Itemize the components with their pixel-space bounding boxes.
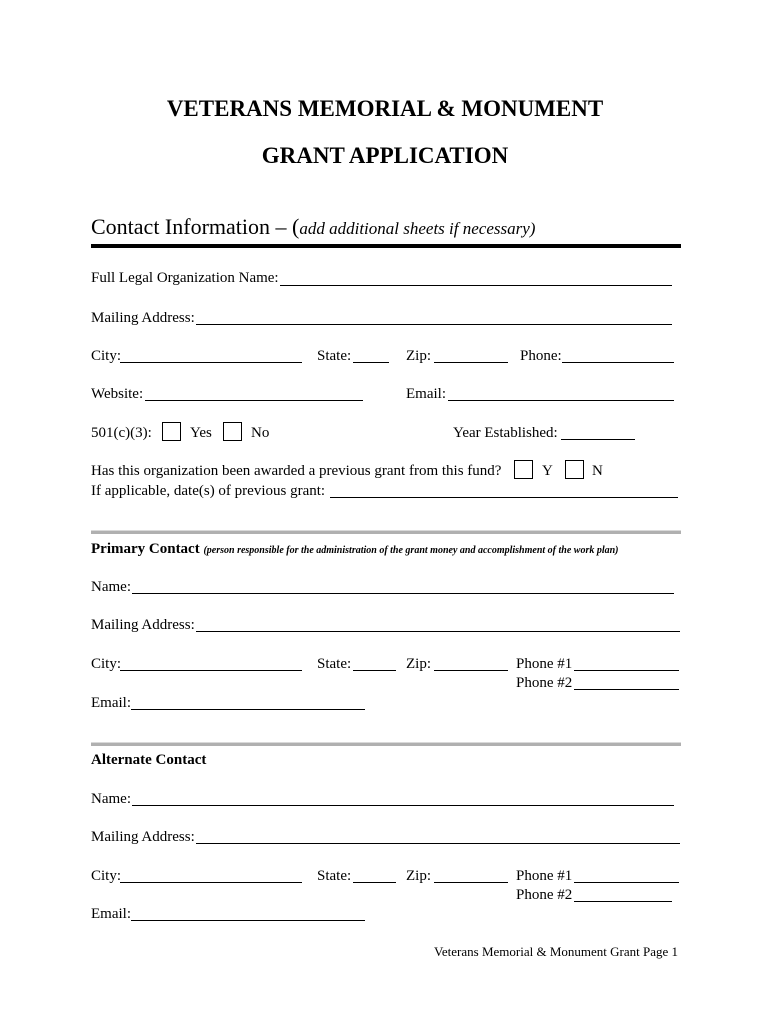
primary-contact-heading bbox=[91, 541, 619, 558]
primary-name-label: Name: bbox=[91, 579, 131, 595]
previous-grant-n-label: N bbox=[592, 463, 603, 479]
previous-grant-y-label: Y bbox=[542, 463, 553, 479]
primary-city-label: City: bbox=[91, 656, 122, 672]
primary-contact-title: Primary Contact bbox=[91, 541, 200, 557]
nonprofit-no-checkbox[interactable] bbox=[223, 422, 242, 441]
heading-rule bbox=[91, 244, 681, 248]
year-established-field[interactable] bbox=[561, 439, 635, 440]
contact-info-heading bbox=[91, 214, 535, 240]
zip-label: Zip: bbox=[406, 348, 431, 364]
primary-mailing-label: Mailing Address: bbox=[91, 617, 195, 633]
page-footer: Veterans Memorial & Monument Grant Page 1 bbox=[433, 944, 678, 959]
email-label: Email: bbox=[406, 386, 446, 402]
primary-phone1-label: Phone #1 bbox=[516, 656, 573, 672]
alternate-city-label: City: bbox=[91, 868, 122, 884]
form-title-line2: GRANT APPLICATION bbox=[261, 143, 509, 168]
phone-field[interactable] bbox=[562, 362, 674, 363]
primary-zip-label: Zip: bbox=[406, 656, 431, 672]
alternate-zip-label: Zip: bbox=[406, 868, 431, 884]
primary-phone1-field[interactable] bbox=[574, 670, 679, 671]
primary-city-field[interactable] bbox=[120, 670, 302, 671]
org-name-label: Full Legal Organization Name: bbox=[91, 270, 279, 286]
nonprofit-yes-label: Yes bbox=[190, 425, 212, 441]
primary-phone2-field[interactable] bbox=[574, 689, 679, 690]
nonprofit-yes-checkbox[interactable] bbox=[162, 422, 181, 441]
primary-zip-field[interactable] bbox=[434, 670, 508, 671]
phone-label: Phone: bbox=[520, 348, 562, 364]
contact-info-heading-text: Contact Information – ( bbox=[91, 214, 300, 239]
primary-state-field[interactable] bbox=[353, 670, 396, 671]
nonprofit-no-label: No bbox=[251, 425, 270, 441]
contact-info-heading-note: add additional sheets if necessary) bbox=[299, 219, 536, 238]
alternate-contact-heading: Alternate Contact bbox=[91, 752, 207, 768]
alternate-phone1-label: Phone #1 bbox=[516, 868, 573, 884]
primary-email-field[interactable] bbox=[131, 709, 365, 710]
previous-grant-y-checkbox[interactable] bbox=[514, 460, 533, 479]
alternate-phone1-field[interactable] bbox=[574, 882, 679, 883]
org-name-field[interactable] bbox=[280, 285, 672, 286]
mailing-address-field[interactable] bbox=[196, 324, 672, 325]
previous-grant-question: Has this organization been awarded a previous grant from this fund? bbox=[91, 463, 502, 479]
alternate-email-label: Email: bbox=[91, 906, 131, 922]
alternate-zip-field[interactable] bbox=[434, 882, 508, 883]
mailing-address-label: Mailing Address: bbox=[91, 310, 195, 326]
alternate-mailing-field[interactable] bbox=[196, 843, 680, 844]
primary-contact-divider bbox=[91, 530, 681, 534]
form-title-line1: VETERANS MEMORIAL & MONUMENT bbox=[166, 96, 604, 121]
alternate-state-label: State: bbox=[317, 868, 352, 884]
primary-state-label: State: bbox=[317, 656, 352, 672]
year-established-label: Year Established: bbox=[453, 425, 558, 441]
primary-mailing-field[interactable] bbox=[196, 631, 680, 632]
previous-grant-n-checkbox[interactable] bbox=[565, 460, 584, 479]
city-field[interactable] bbox=[120, 362, 302, 363]
primary-contact-note: (person responsible for the administration of the grant money and accomplishment of the work plan) bbox=[203, 545, 619, 556]
city-label: City: bbox=[91, 348, 122, 364]
previous-grant-dates-label: If applicable, date(s) of previous grant: bbox=[91, 483, 326, 499]
zip-field[interactable] bbox=[434, 362, 508, 363]
previous-grant-dates-field[interactable] bbox=[330, 497, 678, 498]
email-field[interactable] bbox=[448, 400, 674, 401]
alternate-phone2-field[interactable] bbox=[574, 901, 672, 902]
alternate-phone2-label: Phone #2 bbox=[516, 887, 573, 903]
alternate-state-field[interactable] bbox=[353, 882, 396, 883]
alternate-contact-divider bbox=[91, 742, 681, 746]
primary-phone2-label: Phone #2 bbox=[516, 675, 573, 691]
alternate-city-field[interactable] bbox=[120, 882, 302, 883]
primary-email-label: Email: bbox=[91, 695, 131, 711]
alternate-mailing-label: Mailing Address: bbox=[91, 829, 195, 845]
website-label: Website: bbox=[91, 386, 144, 402]
primary-name-field[interactable] bbox=[132, 593, 674, 594]
state-label: State: bbox=[317, 348, 352, 364]
alternate-name-label: Name: bbox=[91, 791, 131, 807]
alternate-name-field[interactable] bbox=[132, 805, 674, 806]
nonprofit-label: 501(c)(3): bbox=[91, 425, 152, 441]
state-field[interactable] bbox=[353, 362, 389, 363]
alternate-email-field[interactable] bbox=[131, 920, 365, 921]
website-field[interactable] bbox=[145, 400, 363, 401]
